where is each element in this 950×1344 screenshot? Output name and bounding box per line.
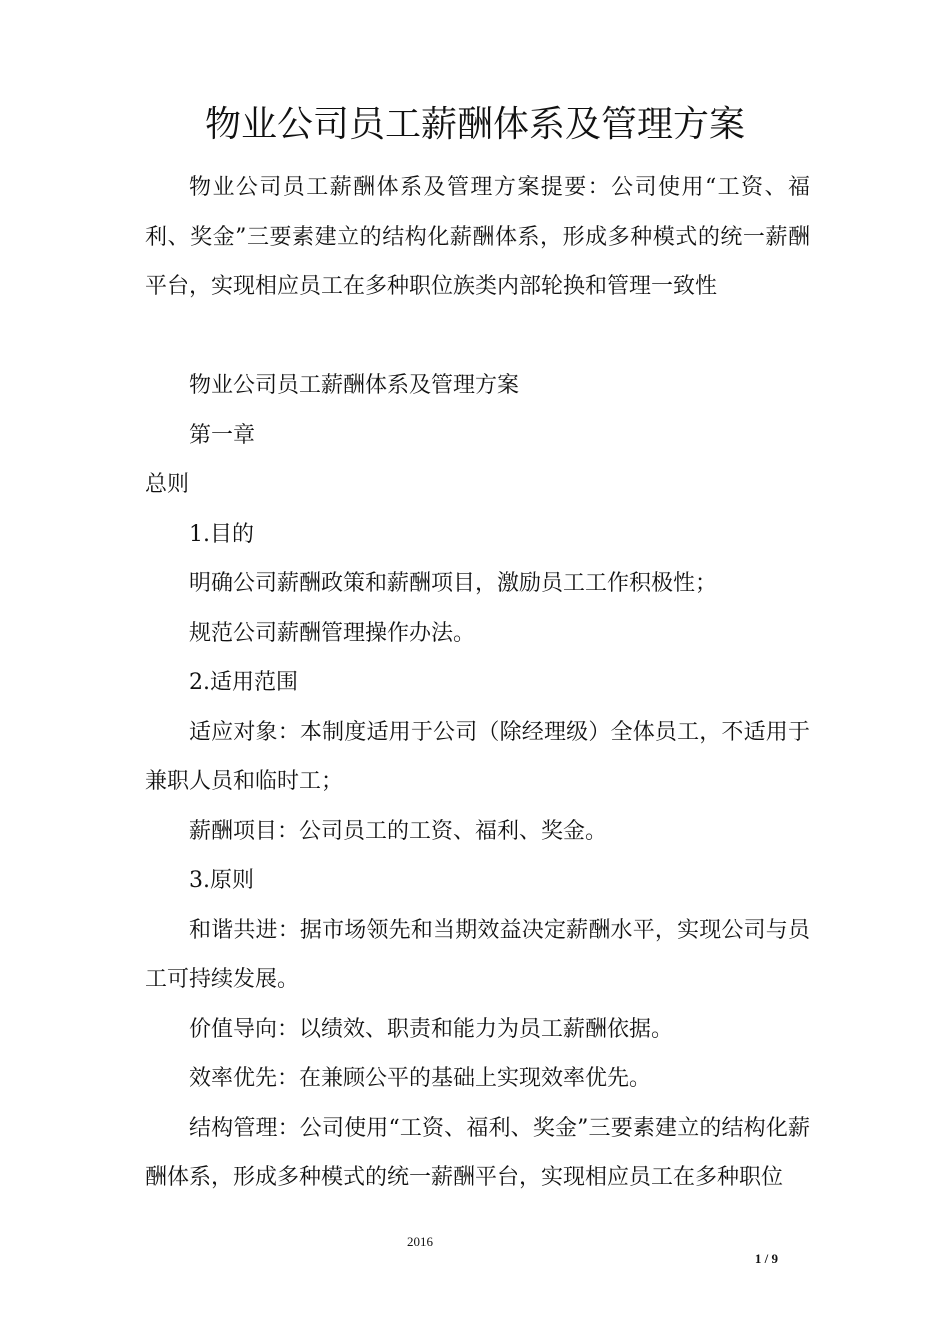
subsection-scope: 2.适用范围 bbox=[189, 670, 298, 695]
page-indicator: 1 / 9 bbox=[754, 1251, 778, 1266]
footer-year: 2016 bbox=[407, 1234, 433, 1249]
body-paragraph: 和谐共进：据市场领先和当期效益决定薪酬水平，实现公司与员工可持续发展。 bbox=[145, 917, 810, 992]
body-paragraph: 薪酬项目：公司员工的工资、福利、奖金。 bbox=[189, 818, 608, 844]
summary-paragraph: 物业公司员工薪酬体系及管理方案提要：公司使用“工资、福利、奖金”三要素建立的结构化薪酬体系，形成多种模式的统一薪酬平台，实现相应员工在多种职位族类内部轮换和管理一致性 bbox=[145, 175, 810, 299]
section-heading: 物业公司员工薪酬体系及管理方案 bbox=[189, 373, 520, 398]
body-paragraph: 规范公司薪酬管理操作办法。 bbox=[189, 620, 476, 646]
chapter-title: 总则 bbox=[145, 472, 190, 497]
body-paragraph: 结构管理：公司使用“工资、福利、奖金”三要素建立的结构化薪酬体系，形成多种模式的统一薪酬平台，实现相应员工在多种职位 bbox=[145, 1115, 810, 1190]
paragraph-spacer bbox=[145, 312, 810, 362]
subsection-purpose: 1.目的 bbox=[189, 521, 254, 547]
body-paragraph: 效率优先：在兼顾公平的基础上实现效率优先。 bbox=[189, 1066, 652, 1091]
body-paragraph: 价值导向：以绩效、职责和能力为员工薪酬依据。 bbox=[189, 1016, 674, 1042]
body-paragraph: 明确公司薪酬政策和薪酬项目，激励员工工作积极性； bbox=[189, 571, 718, 596]
document-body bbox=[145, 163, 810, 1203]
chapter-heading: 第一章 bbox=[189, 422, 256, 448]
body-paragraph: 适应对象：本制度适用于公司（除经理级）全体员工，不适用于兼职人员和临时工； bbox=[145, 719, 810, 794]
subsection-principles: 3.原则 bbox=[189, 868, 254, 893]
document-title: 物业公司员工薪酬体系及管理方案 bbox=[204, 104, 745, 145]
